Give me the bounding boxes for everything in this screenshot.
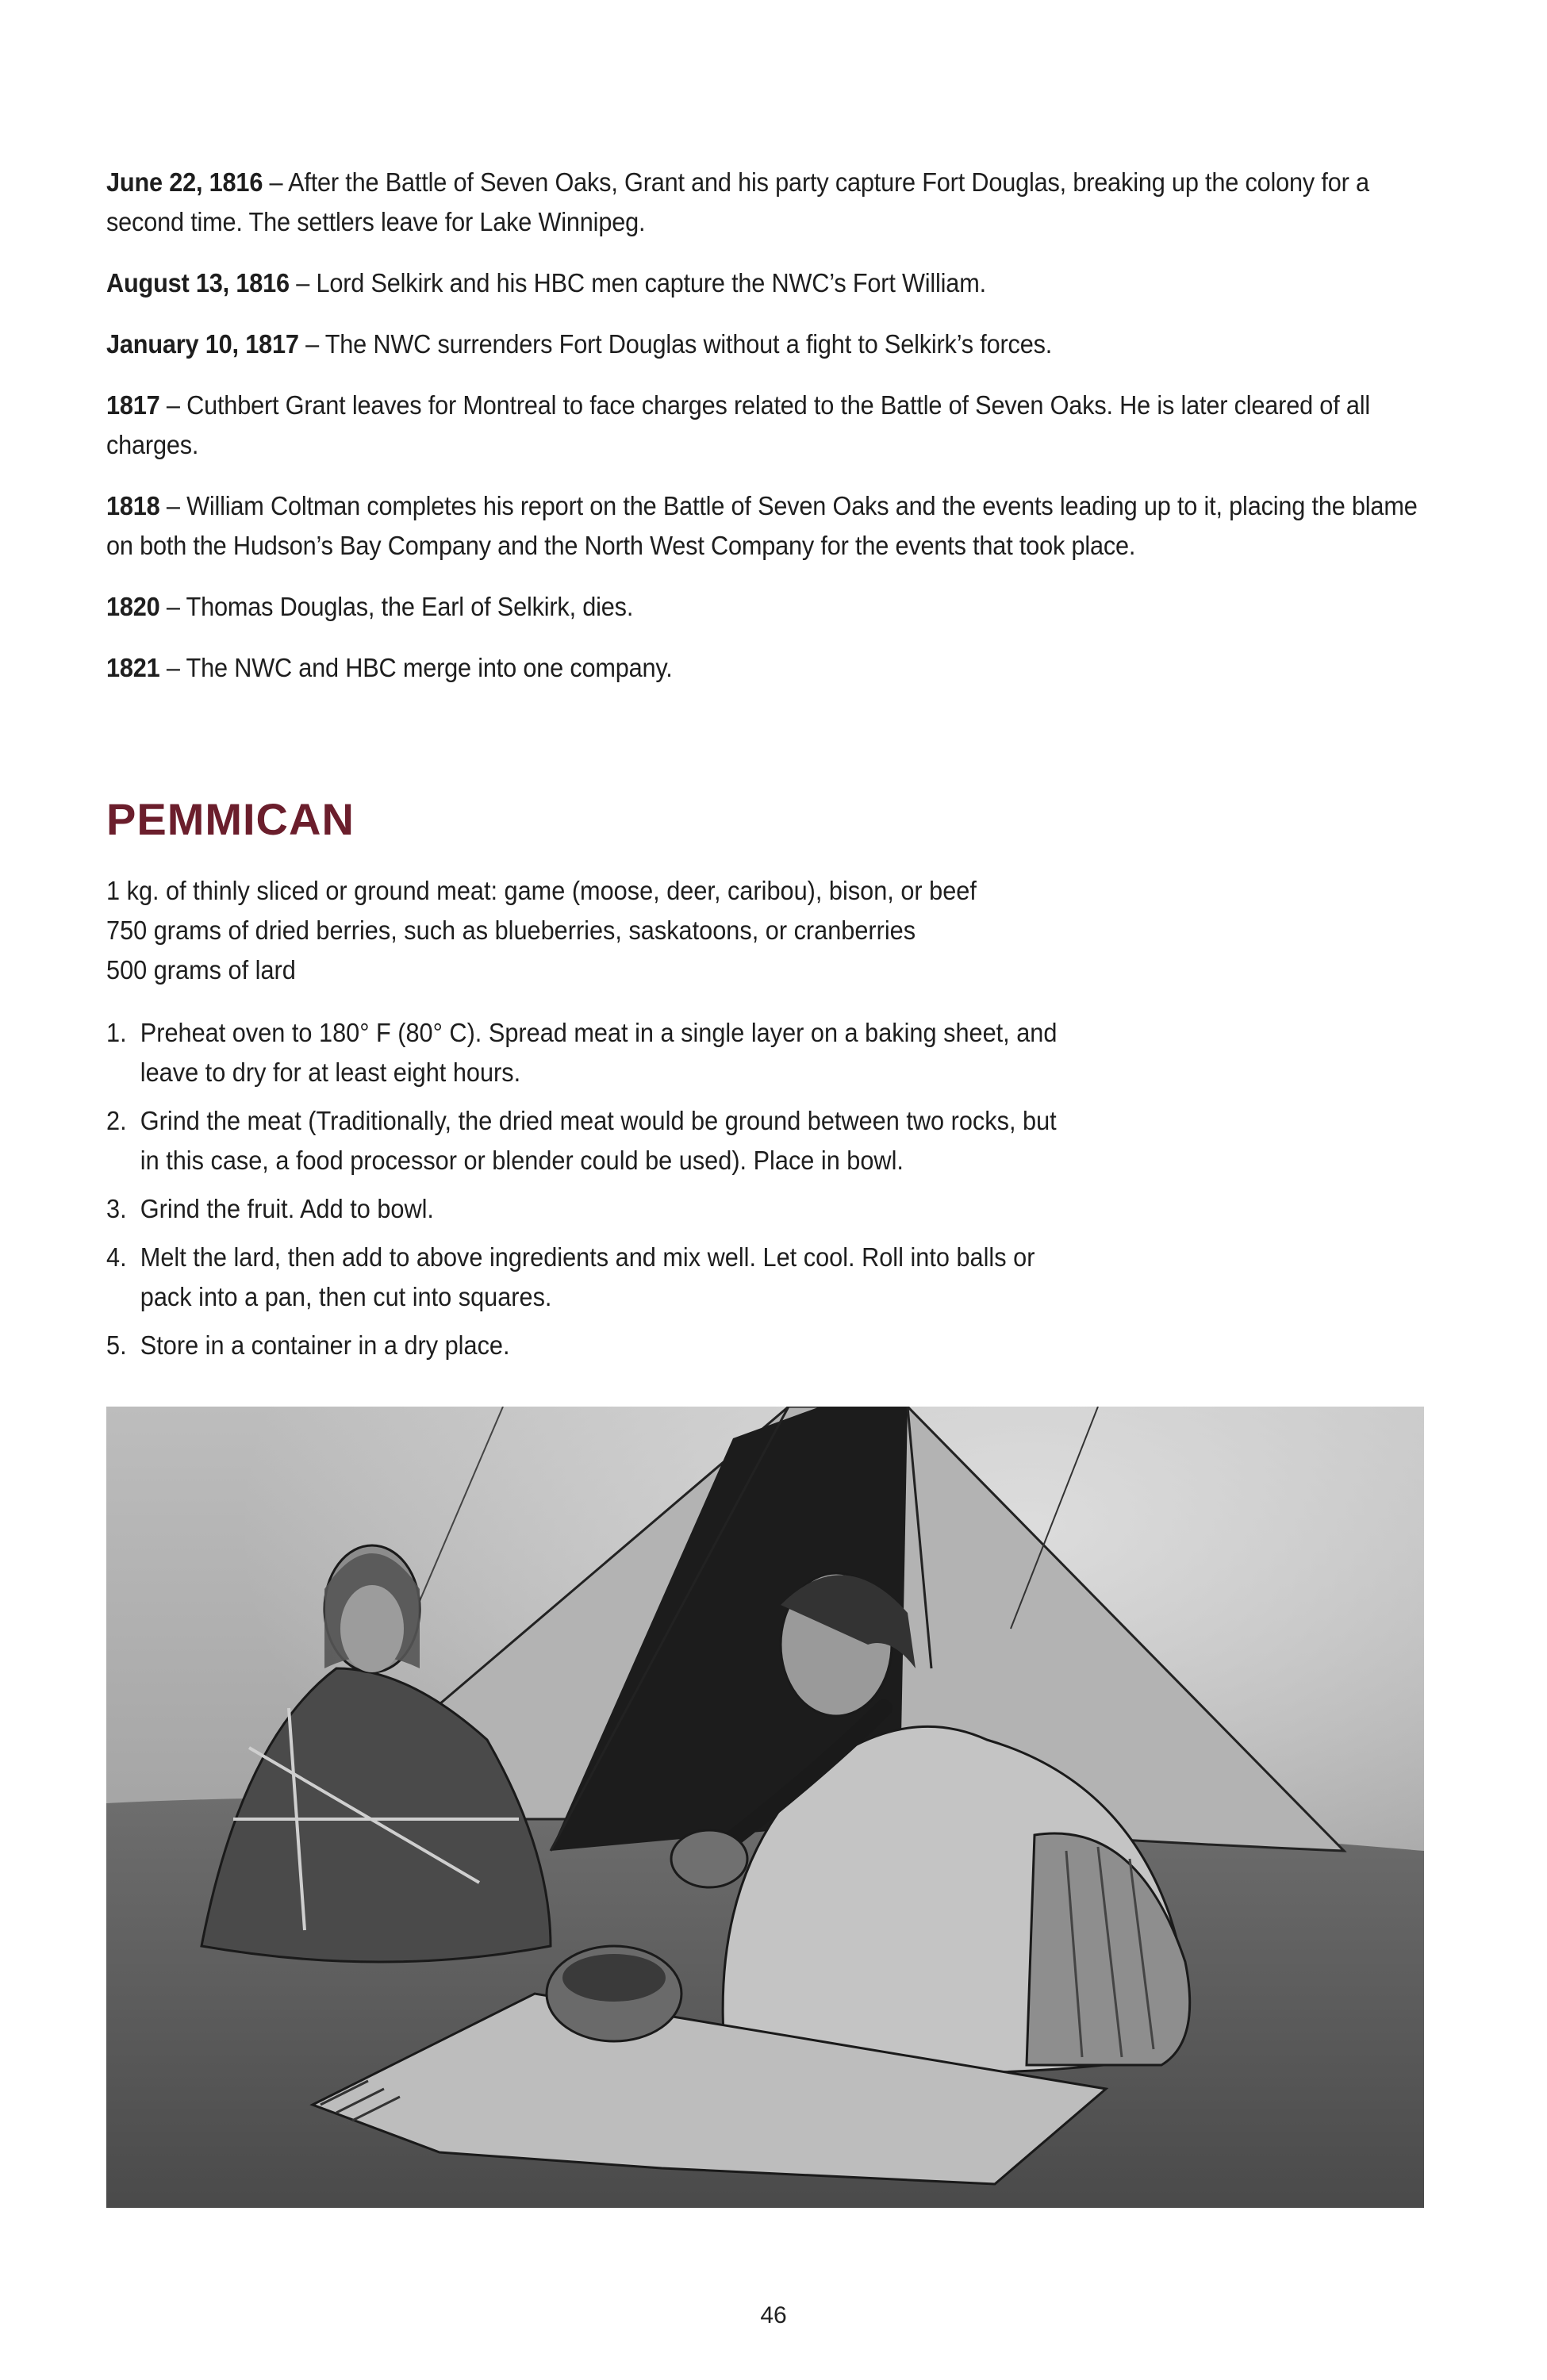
step-text: Store in a container in a dry place. (140, 1330, 510, 1360)
timeline (106, 163, 1423, 709)
step-number: 1. (106, 1018, 127, 1047)
recipe-steps (106, 1013, 1138, 1374)
timeline-entry (106, 486, 1423, 566)
stone-bowl (547, 1946, 681, 2041)
ingredient-item: 500 grams of lard (106, 955, 296, 985)
step-text: Preheat oven to 180° F (80° C). Spread meat in a single layer on a baking sheet, and leave to dry for at least eight hours. (140, 1018, 1058, 1087)
timeline-date: 1818 (106, 491, 160, 520)
step-number: 4. (106, 1242, 127, 1272)
recipe-step (106, 1238, 1065, 1317)
timeline-date: 1817 (106, 390, 160, 420)
timeline-text: – The NWC surrenders Fort Douglas without a fight to Selkirk’s forces. (298, 329, 1053, 359)
ingredient-item: 1 kg. of thinly sliced or ground meat: game (moose, deer, caribou), bison, or beef (106, 876, 977, 905)
ingredient-item: 750 grams of dried berries, such as blueberries, saskatoons, or cranberries (106, 916, 916, 945)
step-number: 3. (106, 1194, 127, 1223)
step-number: 5. (106, 1330, 127, 1360)
timeline-date: June 22, 1816 (106, 167, 263, 197)
timeline-entry (106, 324, 1423, 364)
timeline-text: – Thomas Douglas, the Earl of Selkirk, dies. (159, 592, 634, 621)
ingredient-list (106, 871, 1042, 990)
step-text: Grind the fruit. Add to bowl. (140, 1194, 434, 1223)
timeline-date: 1821 (106, 653, 160, 682)
step-number: 2. (106, 1106, 127, 1135)
timeline-entry (106, 648, 1423, 688)
page-number: 46 (760, 2302, 787, 2328)
timeline-entry (106, 163, 1423, 242)
recipe-step (106, 1101, 1065, 1180)
timeline-text: – After the Battle of Seven Oaks, Grant and his party capture Fort Douglas, breaking up the colony for a second time. The settlers leave for Lake Winnipeg. (106, 167, 1369, 236)
timeline-text: – The NWC and HBC merge into one company. (159, 653, 673, 682)
step-text: Grind the meat (Traditionally, the dried meat would be ground between two rocks, but in this case, a food processor or blender could be used). Place in bowl. (140, 1106, 1057, 1175)
timeline-date: January 10, 1817 (106, 329, 299, 359)
recipe-step (106, 1189, 1065, 1229)
timeline-date: 1820 (106, 592, 160, 621)
recipe-step (106, 1326, 1065, 1365)
timeline-entry (106, 263, 1423, 303)
timeline-entry (106, 587, 1423, 627)
timeline-text: – William Coltman completes his report on the Battle of Seven Oaks and the events leading up to it, placing the blame on both the Hudson’s Bay Company and the North West Company for the events that took place. (106, 491, 1418, 560)
timeline-text: – Cuthbert Grant leaves for Montreal to face charges related to the Battle of Seven Oaks. He is later cleared of all charges. (106, 390, 1371, 459)
timeline-date: August 13, 1816 (106, 268, 290, 298)
step-text: Melt the lard, then add to above ingredients and mix well. Let cool. Roll into balls or pack into a pan, then cut into squares. (140, 1242, 1035, 1311)
recipe-step (106, 1013, 1065, 1092)
section-heading: PEMMICAN (106, 794, 355, 844)
pemmican-illustration (106, 1407, 1424, 2208)
timeline-text: – Lord Selkirk and his HBC men capture the NWC’s Fort William. (289, 268, 986, 298)
timeline-entry (106, 386, 1423, 465)
